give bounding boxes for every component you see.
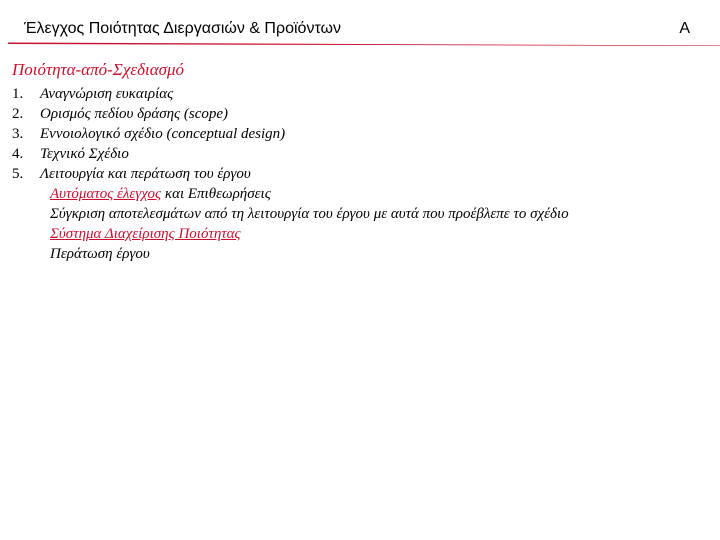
list-item-text: Ορισμός πεδίου δράσης (scope) xyxy=(40,106,229,122)
subitem-inspections xyxy=(12,184,569,204)
header-rule xyxy=(8,42,720,46)
list-item-text: Εννοιολογικό σχέδιο (conceptual design) xyxy=(40,126,286,142)
list-item-number: 3. xyxy=(12,126,24,142)
list-item-text: Αναγνώριση ευκαιρίας xyxy=(40,86,174,102)
list-item xyxy=(12,144,569,164)
list-item-number: 5. xyxy=(12,166,24,182)
subitem-auto-check: Αυτόματος έλεγχος xyxy=(50,186,162,202)
subitem-qms-text: Σύστημα Διαχείρισης Ποιότητας xyxy=(50,226,241,242)
step-list xyxy=(12,84,569,264)
list-item xyxy=(12,124,569,144)
subitem-completion xyxy=(12,244,569,264)
subitem-and-inspections: και Επιθεωρήσεις xyxy=(161,186,271,202)
list-item-number: 2. xyxy=(12,106,24,122)
list-item-text: Λειτουργία και περάτωση του έργου xyxy=(40,166,251,182)
header-title: Έλεγχος Ποιότητας Διεργασιών & Προϊόντων xyxy=(24,20,342,37)
section-title: Ποιότητα-από-Σχεδιασμό xyxy=(12,60,185,79)
subitem-completion-text: Περάτωση έργου xyxy=(50,246,150,262)
list-item xyxy=(12,84,569,104)
list-item-number: 4. xyxy=(12,146,24,162)
list-item-text: Τεχνικό Σχέδιο xyxy=(40,146,129,162)
list-item-active xyxy=(12,164,569,184)
subitem-comparison-text: Σύγκριση αποτελεσμάτων από τη λειτουργία του έργου με αυτά που προέβλεπε το σχέδιο xyxy=(50,206,569,222)
list-item xyxy=(12,104,569,124)
subitem-qms xyxy=(12,224,569,244)
header-letter: A xyxy=(679,20,690,37)
list-item-number: 1. xyxy=(12,86,24,102)
subitem-comparison xyxy=(12,204,569,224)
